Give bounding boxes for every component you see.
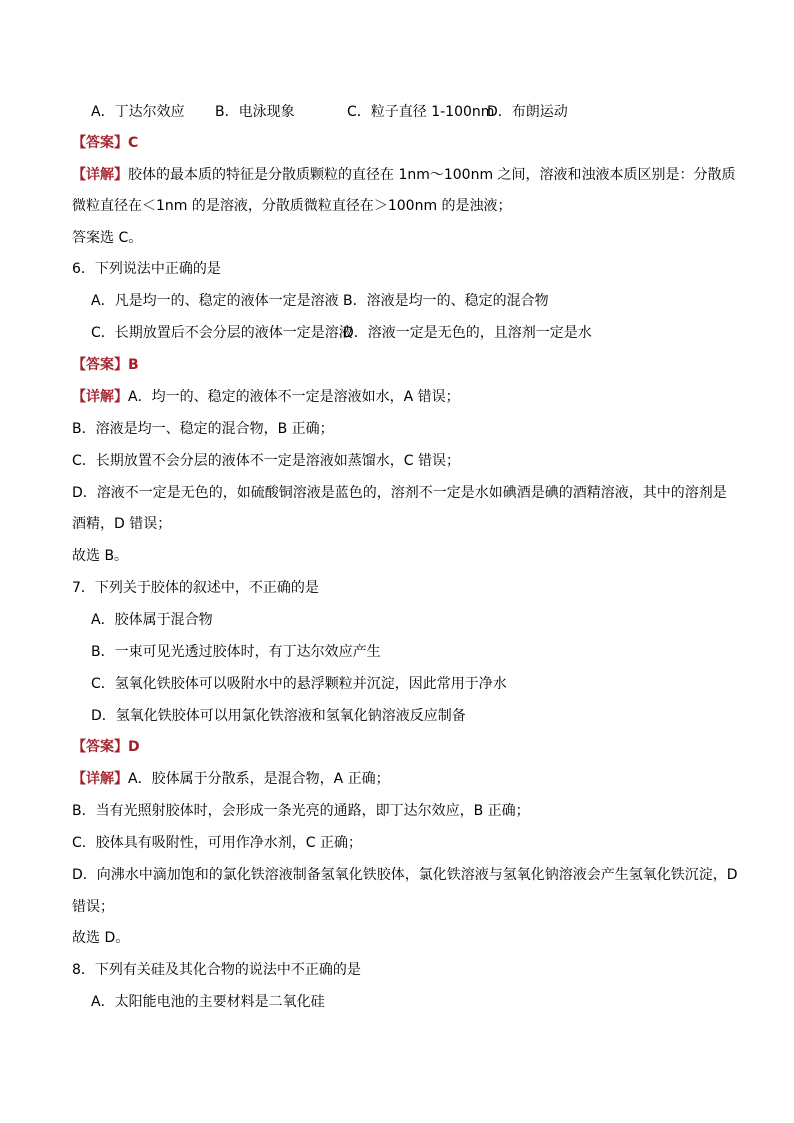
q6-conclusion: 故选 B。	[72, 548, 129, 564]
q7-option-a: A．胶体属于混合物	[91, 612, 213, 628]
q7-conclusion: 故选 D。	[72, 930, 130, 946]
answer-label: 【答案】	[72, 357, 128, 373]
q7-detail-a	[72, 769, 390, 789]
q6-detail-b: B．溶液是均一、稳定的混合物，B 正确；	[72, 421, 334, 437]
q6-options-row-1	[91, 291, 549, 311]
answer-label: 【答案】	[72, 739, 128, 755]
q5-option-b: B．电泳现象	[215, 104, 295, 120]
q6-detail-c: C．长期放置不会分层的液体不一定是溶液如蒸馏水，C 错误；	[72, 453, 460, 469]
q6-answer	[72, 355, 139, 375]
q6-detail-d-line-2: 酒精，D 错误；	[72, 516, 172, 532]
answer-label: 【答案】	[72, 135, 128, 151]
q5-option-a: A．丁达尔效应	[91, 104, 185, 120]
q6-detail-d-line-1: D．溶液不一定是无色的，如硫酸铜溶液是蓝色的，溶剂不一定是水如碘酒是碘的酒精溶液，其中的溶剂是	[72, 485, 727, 501]
q7-option-d: D．氢氧化铁胶体可以用氯化铁溶液和氢氧化钠溶液反应制备	[91, 708, 466, 724]
q6-option-b: B．溶液是均一的、稳定的混合物	[343, 293, 549, 309]
q6-options-row-2	[91, 323, 592, 343]
detail-text: 胶体的最本质的特征是分散质颗粒的直径在 1nm～100nm 之间，溶液和浊液本质区别是：分散质	[128, 167, 736, 183]
q7-detail-d-line-1: D．向沸水中滴加饱和的氯化铁溶液制备氢氧化铁胶体，氯化铁溶液与氢氧化钠溶液会产生氢氧化铁沉淀，D	[72, 867, 738, 883]
detail-label: 【详解】	[72, 167, 128, 183]
q5-answer	[72, 133, 138, 153]
q6-option-c: C．长期放置后不会分层的液体一定是溶液	[91, 325, 353, 341]
q5-option-c: C．粒子直径 1-100nm	[347, 104, 495, 120]
detail-text: A．均一的、稳定的液体不一定是溶液如水，A 错误；	[128, 389, 460, 405]
q8-option-a: A．太阳能电池的主要材料是二氧化硅	[91, 994, 325, 1010]
q5-detail-line-1	[72, 165, 736, 185]
q6-detail-a	[72, 387, 460, 407]
q7-option-b: B．一束可见光透过胶体时，有丁达尔效应产生	[91, 644, 381, 660]
q7-option-c: C．氢氧化铁胶体可以吸附水中的悬浮颗粒并沉淀，因此常用于净水	[91, 676, 507, 692]
q6-option-a: A．凡是均一的、稳定的液体一定是溶液	[91, 293, 339, 309]
q5-options-row	[91, 102, 568, 122]
detail-label: 【详解】	[72, 389, 128, 405]
q7-answer	[72, 737, 140, 757]
q7-detail-d-line-2: 错误；	[72, 899, 114, 915]
q8-stem: 8．下列有关硅及其化合物的说法中不正确的是	[72, 962, 361, 978]
answer-value: B	[128, 357, 139, 373]
answer-value: C	[128, 135, 139, 151]
q7-detail-b: B．当有光照射胶体时，会形成一条光亮的通路，即丁达尔效应，B 正确；	[72, 803, 530, 819]
q5-option-d: D．布朗运动	[487, 104, 568, 120]
q6-option-d: D．溶液一定是无色的，且溶剂一定是水	[343, 325, 592, 341]
q5-conclusion: 答案选 C。	[72, 230, 143, 246]
detail-label: 【详解】	[72, 771, 128, 787]
q7-stem: 7．下列关于胶体的叙述中，不正确的是	[72, 580, 319, 596]
answer-value: D	[128, 739, 140, 755]
q5-detail-line-2: 微粒直径在＜1nm 的是溶液，分散质微粒直径在＞100nm 的是浊液；	[72, 198, 512, 214]
q6-stem: 6．下列说法中正确的是	[72, 261, 221, 277]
detail-text: A．胶体属于分散系，是混合物，A 正确；	[128, 771, 390, 787]
q7-detail-c: C．胶体具有吸附性，可用作净水剂，C 正确；	[72, 835, 362, 851]
